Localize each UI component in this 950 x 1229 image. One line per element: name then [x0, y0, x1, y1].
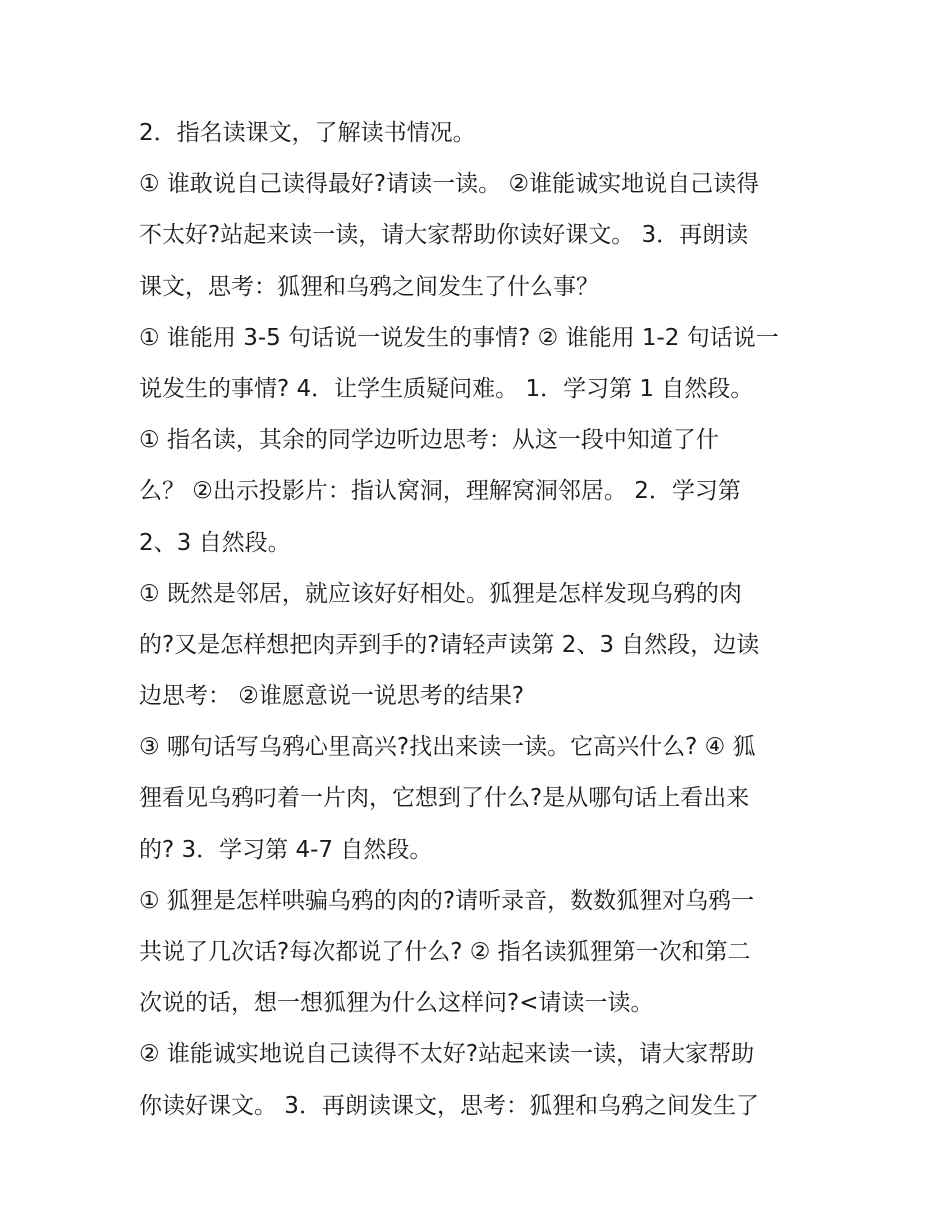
text-line: ① 谁能用 3-5 句话说一说发生的事情? ② 谁能用 1-2 句话说一: [139, 324, 779, 351]
text-line: 不太好?站起来读一读，请大家帮助你读好课文。 3．再朗读: [139, 222, 749, 249]
text-line: ③ 哪句话写乌鸦心里高兴?找出来读一读。它高兴什么? ④ 狐: [139, 734, 756, 761]
text-line: 么？ ②出示投影片：指认窝洞，理解窝洞邻居。 2．学习第: [139, 478, 741, 505]
document-body: [139, 108, 819, 1132]
text-line: ① 谁敢说自己读得最好?请读一读。 ②谁能诚实地说自己读得: [139, 171, 760, 198]
text-line: 的?又是怎样想把肉弄到手的?请轻声读第 2、3 自然段，边读: [139, 631, 760, 658]
text-line: 说发生的事情? 4．让学生质疑问难。 1．学习第 1 自然段。: [139, 375, 754, 402]
text-line: ① 狐狸是怎样哄骗乌鸦的肉的?请听录音，数数狐狸对乌鸦一: [139, 887, 755, 914]
text-line: 次说的话，想一想狐狸为什么这样问?<请读一读。: [139, 990, 654, 1017]
text-line: 的? 3．学习第 4-7 自然段。: [139, 836, 433, 863]
text-line: 边思考： ②谁愿意说一说思考的结果?: [139, 683, 525, 710]
text-line: 课文，思考：狐狸和乌鸦之间发生了什么事？: [139, 273, 599, 300]
text-line: 狸看见乌鸦叼着一片肉，它想到了什么?是从哪句话上看出来: [139, 785, 750, 812]
text-line: ② 谁能诚实地说自己读得不太好?站起来读一读，请大家帮助: [139, 1041, 755, 1068]
text-line: 你读好课文。 3．再朗读课文，思考：狐狸和乌鸦之间发生了: [139, 1092, 759, 1119]
text-line: 2、3 自然段。: [139, 529, 291, 556]
text-line: 2．指名读课文，了解读书情况。: [139, 120, 476, 146]
text-line: ① 既然是邻居，就应该好好相处。狐狸是怎样发现乌鸦的肉: [139, 580, 742, 607]
text-line: ① 指名读，其余的同学边听边思考：从这一段中知道了什: [139, 427, 719, 454]
text-line: 共说了几次话?每次都说了什么? ② 指名读狐狸第一次和第二: [139, 939, 751, 965]
